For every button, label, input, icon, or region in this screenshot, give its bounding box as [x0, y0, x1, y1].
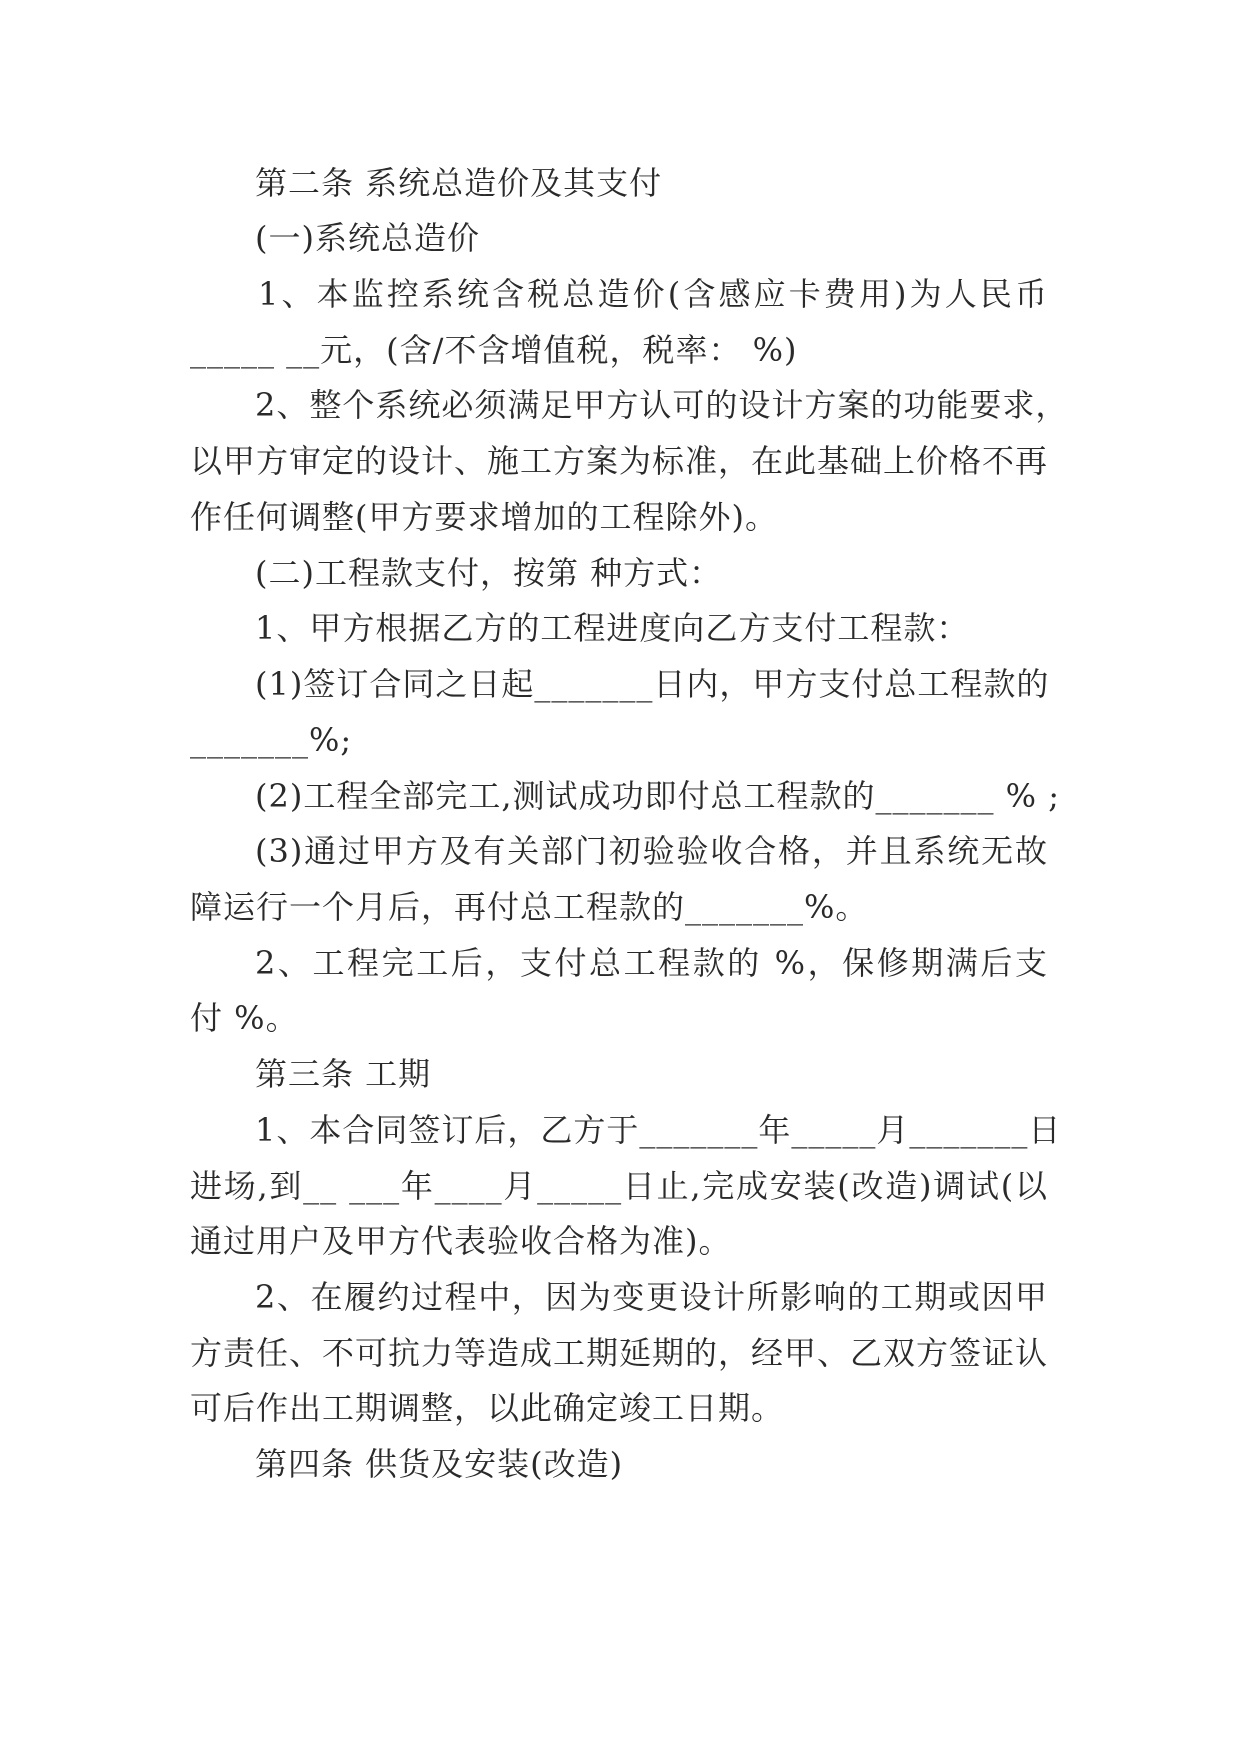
paragraph-line: (1)签订合同之日起_______日内，甲方支付总工程款的	[255, 665, 1050, 703]
paragraph-line: 以甲方审定的设计、施工方案为标准，在此基础上价格不再	[190, 442, 1049, 480]
paragraph-line: 1、本合同签订后，乙方于_______年_____月_______日	[255, 1111, 1062, 1149]
paragraph-line: 可后作出工期调整，以此确定竣工日期。	[190, 1389, 785, 1427]
section-2-heading: (二)工程款支付，按第 种方式：	[255, 554, 723, 592]
paragraph-line: 付 %。	[190, 999, 299, 1037]
paragraph-line: 障运行一个月后，再付总工程款的_______%。	[190, 888, 869, 926]
article-3-heading: 第三条 工期	[255, 1055, 432, 1093]
paragraph-line: _______%;	[190, 721, 353, 759]
paragraph-line: (2)工程全部完工,测试成功即付总工程款的_______ % ;	[255, 777, 1061, 815]
paragraph-line: 进场,到__ ___年____月_____日止,完成安装(改造)调试(以	[190, 1167, 1048, 1205]
paragraph-line: 通过用户及甲方代表验收合格为准)。	[190, 1222, 732, 1260]
paragraph-line: 2、工程完工后，支付总工程款的 %，保修期满后支	[255, 944, 1048, 982]
paragraph-line: _____ __元，(含/不含增值税，税率： %)	[190, 331, 798, 369]
paragraph-line: (3)通过甲方及有关部门初验验收合格，并且系统无故	[255, 832, 1048, 870]
paragraph-line: 1、本监控系统含税总造价(含感应卡费用)为人民币	[258, 275, 1048, 313]
paragraph-line: 2、整个系统必须满足甲方认可的设计方案的功能要求，	[255, 386, 1069, 424]
section-1-heading: (一)系统总造价	[255, 219, 480, 257]
paragraph-line: 1、甲方根据乙方的工程进度向乙方支付工程款：	[255, 609, 970, 647]
paragraph-line: 方责任、不可抗力等造成工期延期的，经甲、乙双方签证认	[190, 1334, 1049, 1372]
paragraph-line: 2、在履约过程中，因为变更设计所影响的工期或因甲	[255, 1278, 1048, 1316]
article-4-heading: 第四条 供货及安装(改造)	[255, 1445, 624, 1483]
paragraph-line: 作任何调整(甲方要求增加的工程除外)。	[190, 498, 778, 536]
article-2-heading: 第二条 系统总造价及其支付	[255, 164, 663, 202]
